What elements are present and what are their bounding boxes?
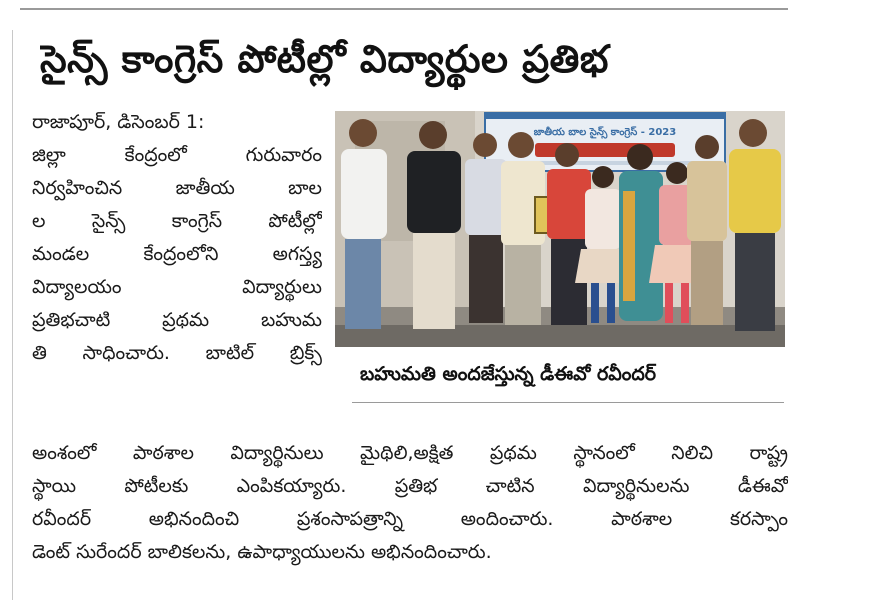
body-line: తి సాధించారు. బాటిల్ బ్రిక్స్ <box>32 342 322 364</box>
article-body-full <box>32 437 788 569</box>
person <box>547 143 591 325</box>
person <box>729 119 781 331</box>
banner-text: జాతీయ బాల సైన్స్ కాంగ్రెస్ - 2023 <box>533 127 677 138</box>
body-line: రాజాపూర్, డిసెంబర్ 1: <box>32 111 205 133</box>
article-body-column <box>32 106 322 370</box>
body-line: అంశంలో పాఠశాల విద్యార్థినులు మైథిలి,అక్షిత ప్రథమ స్థానంలో నిలిచి రాష్ట్ర <box>32 442 788 464</box>
article-photo <box>335 111 785 347</box>
article-headline: సైన్స్ కాంగ్రెస్ పోటీల్లో విద్యార్థుల ప్రతిభ <box>40 37 609 81</box>
top-rule <box>20 8 788 10</box>
body-line: రవీందర్ అభినందించి ప్రశంసాపత్రాన్ని అందించారు. పాఠశాల కరస్పాం <box>32 508 788 530</box>
body-line: స్థాయి పోటీలకు ఎంపికయ్యారు. ప్రతిభ చాటిన విద్యార్థినులను డీఈవో <box>32 475 788 497</box>
caption-rule <box>352 402 784 403</box>
person <box>465 133 507 323</box>
person <box>407 121 461 329</box>
body-line: జిల్లా కేంద్రంలో గురువారం <box>32 144 322 166</box>
photo-illustration <box>335 111 785 347</box>
body-line: ల సైన్స్ కాంగ్రెస్ పోటీల్లో <box>32 210 322 232</box>
body-line: మండల కేంద్రంలోని అగస్త్య <box>32 243 322 265</box>
body-line: నిర్వహించిన జాతీయ బాల <box>32 177 322 199</box>
column-divider <box>12 30 13 600</box>
photo-caption: బహుమతి అందజేస్తున్న డీఈవో రవీందర్ <box>360 363 657 385</box>
person <box>341 119 387 329</box>
body-line: డెంట్ సురేందర్ బాలికలను, ఉపాధ్యాయులను అభినందించారు. <box>32 541 492 563</box>
person <box>687 135 727 325</box>
body-line: విద్యాలయం విద్యార్థులు <box>32 276 322 298</box>
body-line: ప్రతిభచాటి ప్రథమ బహుమ <box>32 309 322 331</box>
